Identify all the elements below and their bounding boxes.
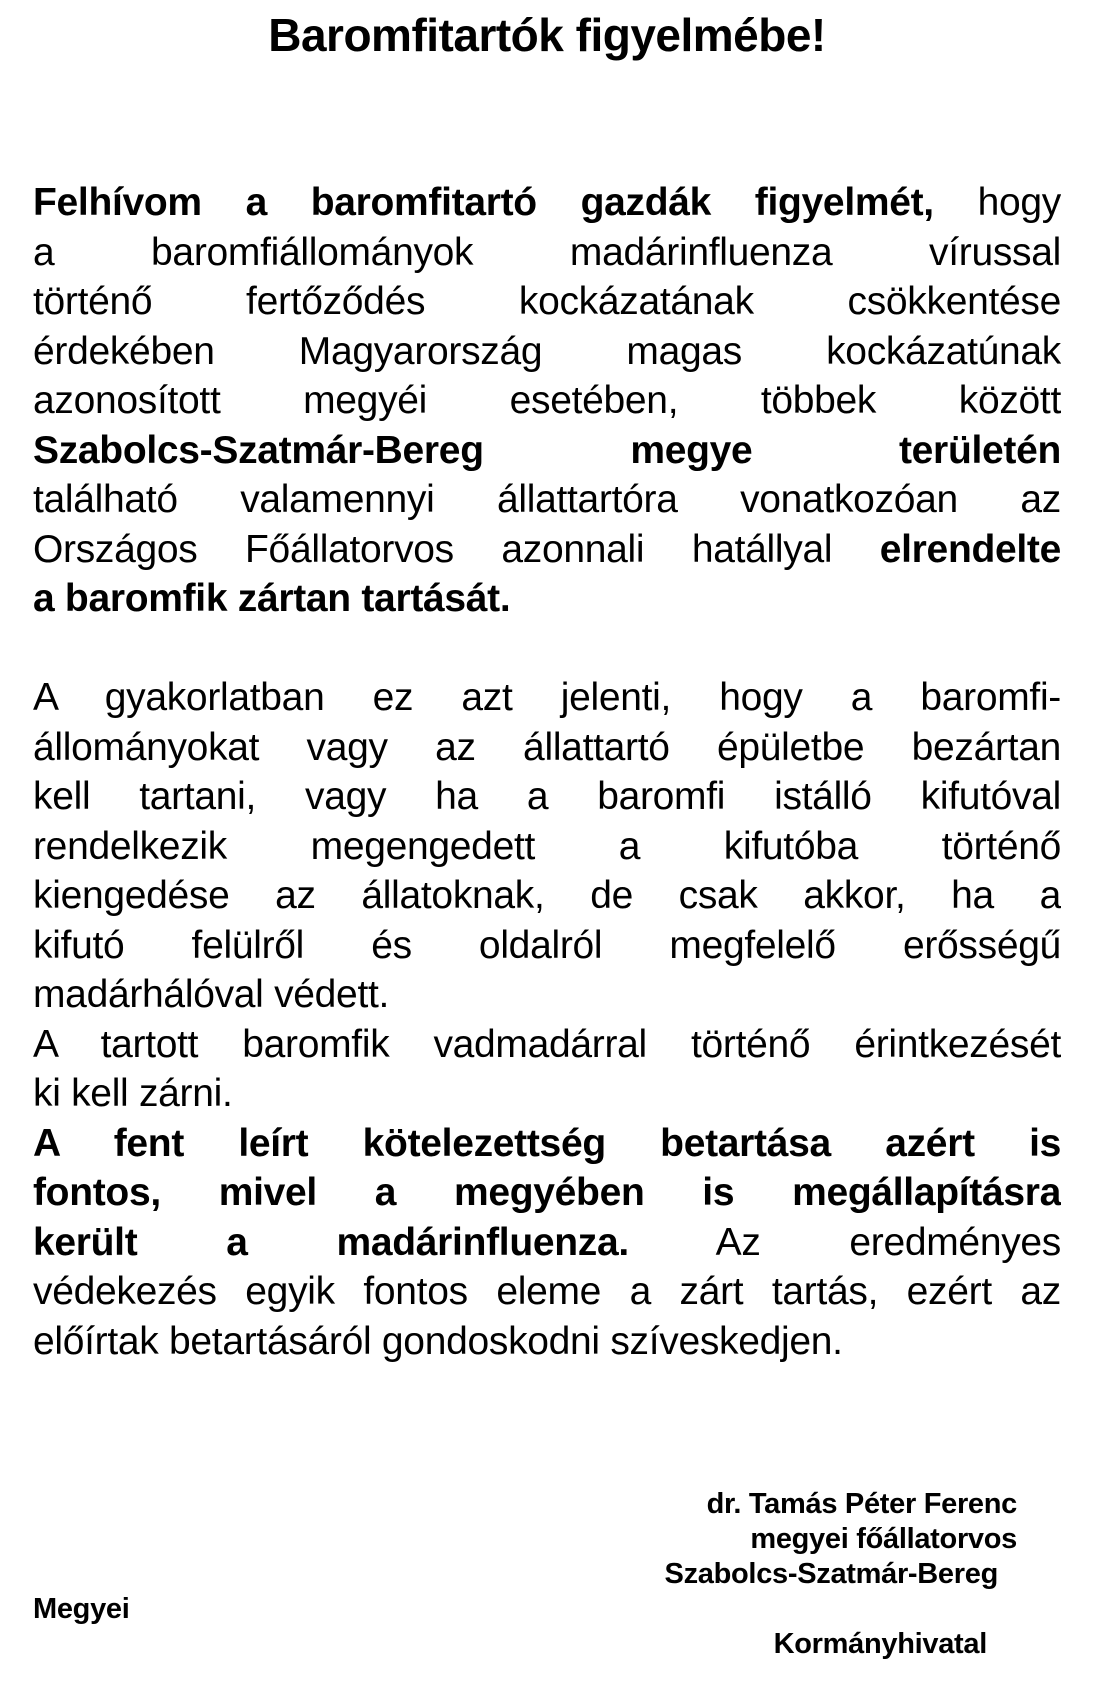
paragraph-4 — [33, 1119, 1061, 1367]
text-segment: Felhívom a baromfitartó gazdák figyelmét, — [33, 181, 934, 224]
text-line — [33, 1119, 1061, 1169]
text-line — [33, 1218, 1061, 1268]
text-line — [33, 1317, 1061, 1367]
paragraph-gap — [33, 624, 1061, 674]
signature-block — [0, 1487, 1094, 1662]
text-line — [33, 525, 1061, 575]
text-segment: a baromfik zártan tartását. — [33, 577, 511, 620]
text-segment: érdekében Magyarország magas kockázatúnak — [33, 329, 1061, 373]
signature-county-line: Szabolcs-Szatmár-Bereg — [664, 1558, 998, 1590]
text-segment: került a madárinfluenza. — [33, 1220, 629, 1264]
text-segment: Szabolcs-Szatmár-Bereg megye területén — [33, 428, 1061, 472]
text-segment: madárhálóval védett. — [33, 973, 390, 1016]
text-line — [33, 277, 1061, 327]
document-body — [33, 178, 1061, 1366]
text-line — [33, 871, 1061, 921]
text-segment: található valamennyi állattartóra vonatkozóan az — [33, 478, 1061, 521]
text-line — [33, 1168, 1061, 1218]
signature-role: megyei főállatorvos — [750, 1523, 1017, 1555]
text-line — [33, 327, 1061, 377]
text-segment: kiengedése az állatoknak, de csak akkor, ha a — [33, 874, 1061, 917]
text-segment: történő fertőződés kockázatának csökkentése — [33, 280, 1061, 323]
text-line — [33, 772, 1061, 822]
text-segment: elrendelte — [879, 527, 1061, 571]
text-segment: rendelkezik megengedett a kifutóba történő — [33, 824, 1061, 868]
signature-office-line: Kormányhivatal — [773, 1628, 987, 1660]
paragraph-1 — [33, 178, 1061, 624]
text-line — [33, 673, 1061, 723]
text-line — [33, 178, 1061, 228]
text-segment: védekezés egyik fontos eleme a zárt tartás, ezért az — [33, 1270, 1061, 1313]
text-line — [33, 574, 1061, 624]
text-segment: Az eredményes — [628, 1220, 1061, 1264]
text-line — [33, 970, 1061, 1020]
text-segment: előírtak betartásáról gondoskodni szíveskedjen. — [33, 1319, 843, 1363]
text-segment: hogy — [933, 181, 1061, 224]
text-line — [33, 723, 1061, 773]
text-segment: a baromfiállományok madárinfluenza vírussal — [33, 230, 1061, 274]
document-title: Baromfitartók figyelmébe! — [268, 9, 826, 61]
text-line — [33, 1267, 1061, 1317]
text-segment: kifutó felülről és oldalról megfelelő erősségű — [33, 923, 1061, 967]
paragraph-2 — [33, 673, 1061, 1020]
text-segment: A fent leírt kötelezettség betartása azért is — [33, 1121, 1061, 1165]
text-segment: Országos Főállatorvos azonnali hatállyal — [33, 527, 880, 571]
text-segment: A gyakorlatban ez azt jelenti, hogy a baromfi- — [33, 676, 1061, 719]
text-line — [33, 475, 1061, 525]
text-line — [33, 228, 1061, 278]
paragraph-3 — [33, 1020, 1061, 1119]
text-line — [33, 426, 1061, 476]
text-segment: azonosított megyéi esetében, többek között — [33, 379, 1061, 422]
text-segment: A tartott baromfik vadmadárral történő érintkezését — [33, 1022, 1061, 1066]
text-line — [33, 1069, 1061, 1119]
text-line — [33, 822, 1061, 872]
signature-name: dr. Tamás Péter Ferenc — [706, 1488, 1017, 1520]
text-line — [33, 1020, 1061, 1070]
text-segment: kell tartani, vagy ha a baromfi istálló kifutóval — [33, 775, 1061, 818]
signature-megyei-line: Megyei — [33, 1593, 130, 1625]
text-segment: állományokat vagy az állattartó épületbe bezártan — [33, 725, 1061, 769]
text-segment: fontos, mivel a megyében is megállapításra — [33, 1171, 1061, 1214]
text-segment: ki kell zárni. — [33, 1072, 233, 1115]
text-line — [33, 376, 1061, 426]
text-line — [33, 921, 1061, 971]
